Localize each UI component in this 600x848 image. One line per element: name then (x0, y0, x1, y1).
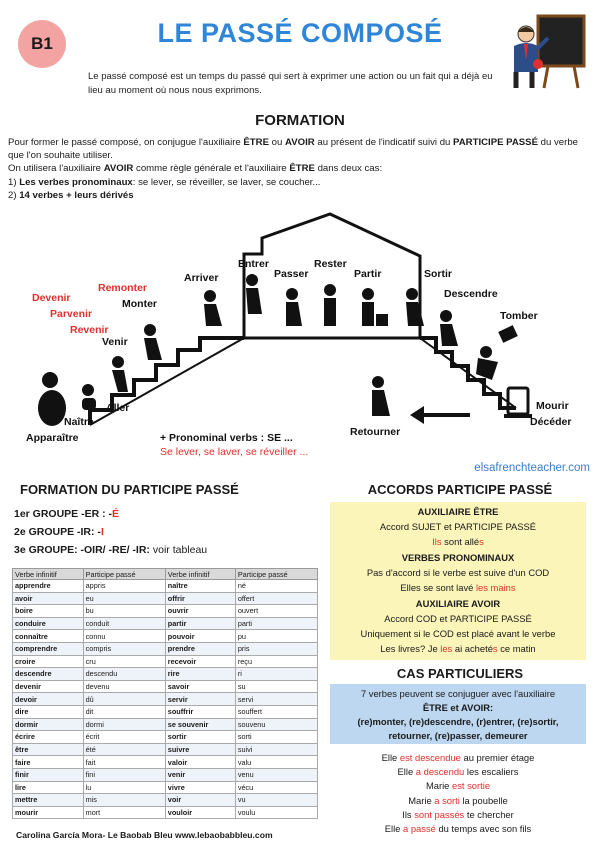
verb-deceder: Décéder (530, 416, 572, 428)
table-row (13, 705, 318, 718)
participle-cell: descendu (83, 668, 165, 681)
participle-cell: vu (235, 794, 317, 807)
participle-cell: pu (235, 630, 317, 643)
verb-devenir: Devenir (32, 292, 71, 304)
participle-cell: né (235, 580, 317, 593)
verb-retourner: Retourner (350, 426, 401, 438)
table-row (13, 617, 318, 630)
table-row (13, 580, 318, 593)
accords-pron-example: Elles se sont lavé les mains (400, 582, 516, 593)
accords-pron-rule: Pas d'accord si le verbe est suive d'un COD (366, 567, 550, 578)
cas-example: Marie est sortie (425, 780, 491, 792)
footer-credit: Carolina García Mora- Le Baobab Bleu www.lebaobabbleu.com (16, 830, 273, 840)
infinitive-cell: naître (165, 580, 235, 593)
infinitive-cell: dormir (13, 718, 84, 731)
cas-example: Marie a sorti la poubelle (408, 794, 508, 806)
participle-cell: reçu (235, 655, 317, 668)
table-row (13, 605, 318, 618)
infinitive-cell: connaître (13, 630, 84, 643)
infinitive-cell: apprendre (13, 580, 84, 593)
infinitive-cell: prendre (165, 642, 235, 655)
verb-revenir: Revenir (70, 324, 109, 336)
formation-heading: FORMATION (255, 112, 345, 129)
participle-cell: dormi (83, 718, 165, 731)
col-header: Verbe infinitif (165, 569, 235, 580)
participle-cell: compris (83, 642, 165, 655)
cas-example: Ils sont passés te chercher (402, 808, 514, 820)
accords-avoir-example: Les livres? Je les ai achetés ce matin (380, 643, 536, 654)
infinitive-cell: écrire (13, 731, 84, 744)
page-title: LE PASSÉ COMPOSÉ (157, 18, 443, 48)
accords-avoir-rule1: Accord COD et PARTICIPE PASSÉ (384, 613, 532, 624)
infinitive-cell: se souvenir (165, 718, 235, 731)
infinitive-cell: faire (13, 756, 84, 769)
verb-naitre: Naître (64, 416, 94, 428)
participle-cell: cru (83, 655, 165, 668)
participle-cell: bu (83, 605, 165, 618)
participle-cell: fini (83, 768, 165, 781)
infinitive-cell: vivre (165, 781, 235, 794)
participle-cell: vécu (235, 781, 317, 794)
table-row (13, 781, 318, 794)
etre-house-diagram (0, 210, 600, 480)
verb-monter: Monter (122, 298, 157, 310)
cas-example: Elle a passé du temps avec son fils (384, 823, 532, 834)
cas-heading: CAS PARTICULIERS (396, 666, 524, 681)
group-2: 2e GROUPE -IR: -I (14, 526, 104, 538)
infinitive-cell: croire (13, 655, 84, 668)
participle-cell: devenu (83, 680, 165, 693)
participle-cell: lu (83, 781, 165, 794)
table-row (13, 806, 318, 819)
infinitive-cell: suivre (165, 743, 235, 756)
participle-cell: souffert (235, 705, 317, 718)
table-row (13, 592, 318, 605)
participle-cell: écrit (83, 731, 165, 744)
participle-cell: voulu (235, 806, 317, 819)
verb-tomber: Tomber (500, 310, 538, 322)
participle-cell: fait (83, 756, 165, 769)
table-row (13, 794, 318, 807)
verb-arriver: Arriver (184, 272, 219, 284)
infinitive-cell: recevoir (165, 655, 235, 668)
table-row (13, 731, 318, 744)
infinitive-cell: vouloir (165, 806, 235, 819)
infinitive-cell: servir (165, 693, 235, 706)
table-row (13, 756, 318, 769)
participle-cell: servi (235, 693, 317, 706)
participle-cell: souvenu (235, 718, 317, 731)
table-row (13, 668, 318, 681)
infinitive-cell: être (13, 743, 84, 756)
accords-avoir-rule2: Uniquement si le COD est placé avant le verbe (360, 628, 556, 639)
cas-line-3: (re)monter, (re)descendre, (r)entrer, (re)sortir, (357, 716, 559, 727)
col-header: Verbe infinitif (13, 569, 84, 580)
verb-venir: Venir (102, 336, 128, 348)
infinitive-cell: devenir (13, 680, 84, 693)
verb-parvenir: Parvenir (50, 308, 93, 320)
participle-cell: été (83, 743, 165, 756)
pronominal-examples: Se lever, se laver, se réveiller ... (160, 446, 309, 458)
group-1: 1er GROUPE -ER : -É (14, 508, 120, 520)
accords-etre-example: Ils sont allés (432, 536, 484, 547)
participle-cell: pris (235, 642, 317, 655)
participle-cell: offert (235, 592, 317, 605)
participe-heading: FORMATION DU PARTICIPE PASSÉ (20, 482, 239, 497)
infinitive-cell: rire (165, 668, 235, 681)
infinitive-cell: partir (165, 617, 235, 630)
table-row (13, 743, 318, 756)
verb-mourir: Mourir (536, 400, 569, 412)
verb-sortir: Sortir (424, 268, 453, 280)
level-badge: B1 (18, 20, 66, 68)
verb-rester: Rester (314, 258, 347, 270)
participle-cell: ri (235, 668, 317, 681)
participle-cell: su (235, 680, 317, 693)
infinitive-cell: pouvoir (165, 630, 235, 643)
formation-text: Pour former le passé composé, on conjugue l'auxiliaire ÊTRE ou AVOIR au présent de l'indicatif suivi du PARTICIPE PASSÉ du verbe que l'on souhaite utiliser. On utilisera l'auxiliaire AVOIR comme règle générale et l'auxiliaire ÊTRE dans deux cas: 1) Les verbes pronominaux: se lever, se réveiller, se laver, se coucher... 2) 14 verbes + leurs dérivés (8, 137, 578, 201)
participle-cell: mis (83, 794, 165, 807)
accords-avoir-heading: AUXILIAIRE AVOIR (415, 598, 501, 609)
verb-entrer: Entrer (238, 258, 269, 270)
infinitive-cell: mourir (13, 806, 84, 819)
credit-url[interactable]: elsafrenchteacher.com (474, 462, 590, 474)
participle-cell: conduit (83, 617, 165, 630)
infinitive-cell: voir (165, 794, 235, 807)
participle-cell: eu (83, 592, 165, 605)
infinitive-cell: savoir (165, 680, 235, 693)
infinitive-cell: boire (13, 605, 84, 618)
participle-cell: mort (83, 806, 165, 819)
infinitive-cell: avoir (13, 592, 84, 605)
intro-paragraph: Le passé composé est un temps du passé qui sert à exprimer une action ou un fait qui a déjà eu lieu au moment où nous nous exprimons. (88, 71, 493, 96)
infinitive-cell: souffrir (165, 705, 235, 718)
pronominal-label: + Pronominal verbs : SE ... (160, 432, 293, 444)
cas-line-1: 7 verbes peuvent se conjuguer avec l'auxiliaire (360, 688, 556, 699)
participle-cell: valu (235, 756, 317, 769)
table-row (13, 642, 318, 655)
participle-cell: sorti (235, 731, 317, 744)
table-row (13, 693, 318, 706)
infinitive-cell: descendre (13, 668, 84, 681)
cas-line-2: ÊTRE et AVOIR: (422, 702, 494, 713)
verb-apparaitre: Apparaître (26, 432, 79, 444)
participle-cell: appris (83, 580, 165, 593)
group-3: 3e GROUPE: -OIR/ -RE/ -IR: voir tableau (14, 544, 208, 556)
participle-cell: parti (235, 617, 317, 630)
accords-heading: ACCORDS PARTICIPE PASSÉ (367, 482, 553, 497)
verb-descendre: Descendre (444, 288, 498, 300)
cas-example: Elle a descendu les escaliers (397, 766, 519, 778)
table-row (13, 718, 318, 731)
teacher-illustration (508, 12, 588, 90)
infinitive-cell: lire (13, 781, 84, 794)
table-row (13, 768, 318, 781)
verb-aller: Aller (106, 402, 130, 414)
verb-remonter: Remonter (98, 282, 148, 294)
infinitive-cell: finir (13, 768, 84, 781)
stick-figures (0, 210, 600, 480)
infinitive-cell: valoir (165, 756, 235, 769)
infinitive-cell: ouvrir (165, 605, 235, 618)
participle-cell: dit (83, 705, 165, 718)
participle-cell: connu (83, 630, 165, 643)
accords-pron-heading: VERBES PRONOMINAUX (401, 552, 515, 563)
accords-etre-heading: AUXILIAIRE ÊTRE (417, 506, 499, 517)
infinitive-cell: mettre (13, 794, 84, 807)
participle-cell: suivi (235, 743, 317, 756)
infinitive-cell: dire (13, 705, 84, 718)
table-row (13, 655, 318, 668)
participle-cell: ouvert (235, 605, 317, 618)
cas-line-4: retourner, (re)passer, demeurer (388, 730, 528, 741)
col-header: Participe passé (235, 569, 317, 580)
accords-etre-rule: Accord SUJET et PARTICIPE PASSÉ (379, 521, 537, 532)
table-row (13, 630, 318, 643)
cas-example: Elle est descendue au premier étage (381, 752, 535, 763)
infinitive-cell: offrir (165, 592, 235, 605)
infinitive-cell: comprendre (13, 642, 84, 655)
verb-passer: Passer (274, 268, 309, 280)
infinitive-cell: venir (165, 768, 235, 781)
table-row (13, 680, 318, 693)
infinitive-cell: devoir (13, 693, 84, 706)
infinitive-cell: sortir (165, 731, 235, 744)
participle-cell: dû (83, 693, 165, 706)
verb-partir: Partir (354, 268, 382, 280)
participe-table (12, 568, 318, 819)
participle-cell: venu (235, 768, 317, 781)
infinitive-cell: conduire (13, 617, 84, 630)
col-header: Participe passé (83, 569, 165, 580)
